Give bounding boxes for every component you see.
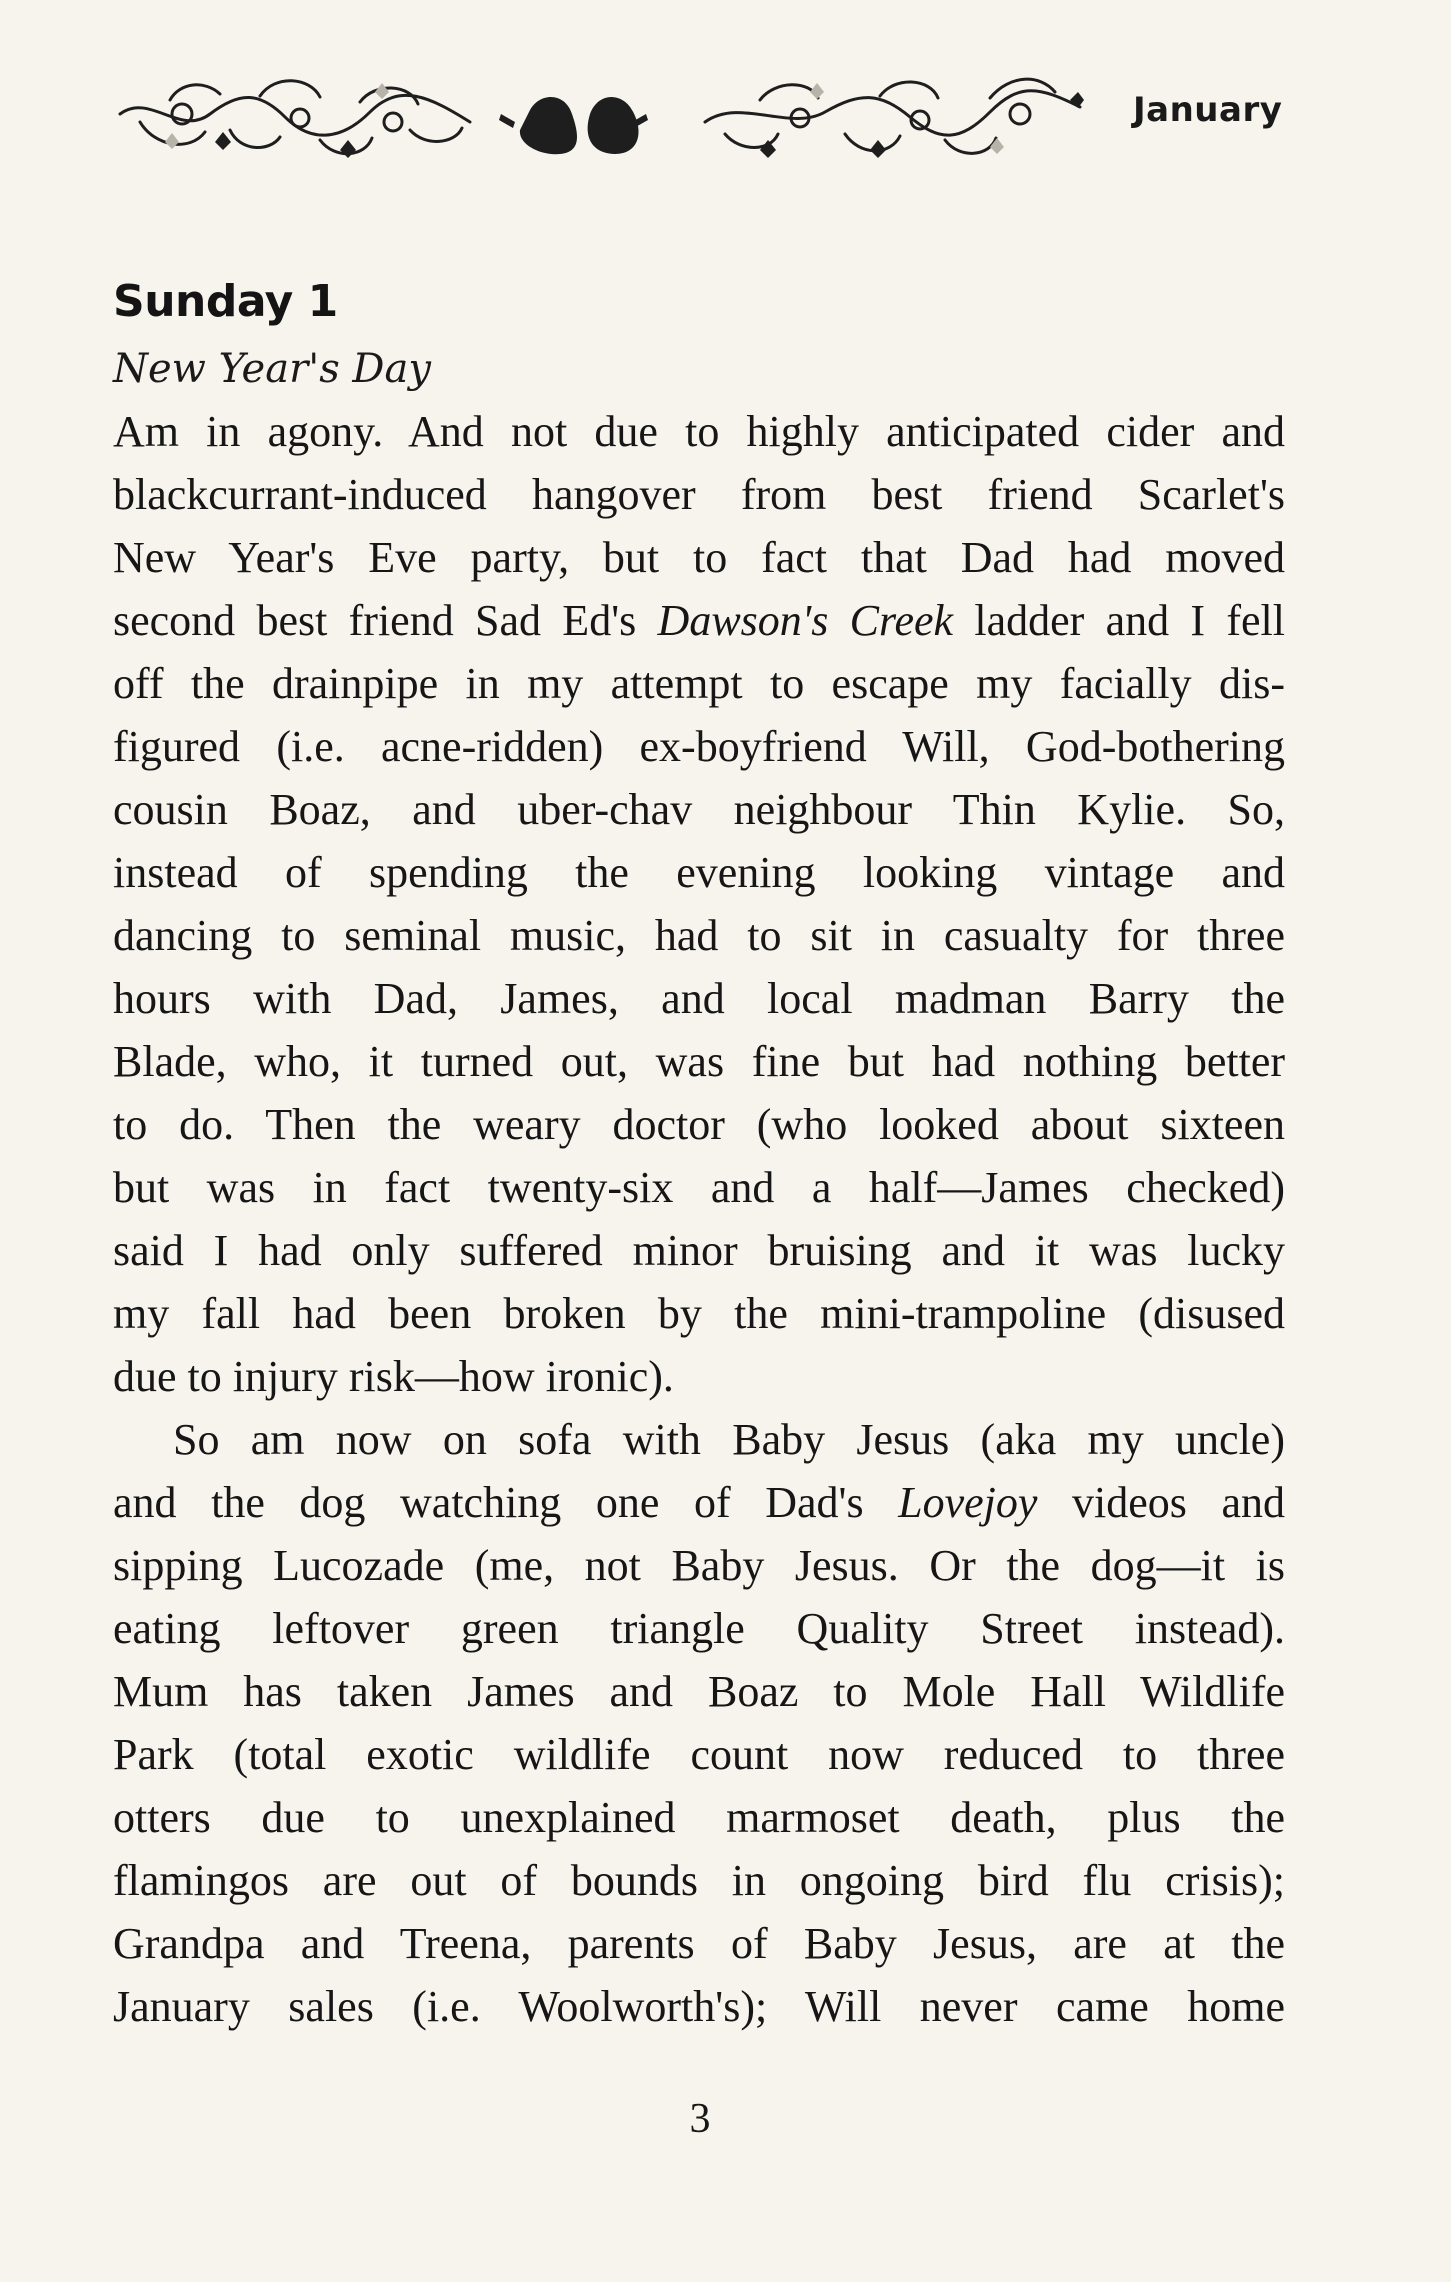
running-head: January [1133,90,1283,130]
body-line [113,1408,1285,1471]
body-line [113,1282,1285,1345]
body-text-run: but was in fact twenty-six and a half—James checked) [113,1163,1285,1212]
body-text-run: otters due to unexplained marmoset death, plus the [113,1793,1285,1842]
body-line [113,1093,1285,1156]
body-text-run: hours with Dad, James, and local madman Barry the [113,974,1285,1023]
body-text-run: eating leftover green triangle Quality Street instead). [113,1604,1285,1653]
body-line [113,1849,1285,1912]
body-line [113,1912,1285,1975]
body-line [113,1219,1285,1282]
body-text-run: second best friend Sad Ed's [113,596,658,645]
body-text-run: instead of spending the evening looking vintage and [113,848,1285,897]
page-number: 3 [689,2096,711,2142]
body-text-run: figured (i.e. acne-ridden) ex-boyfriend Will, God-bothering [113,722,1285,771]
body-line [113,715,1285,778]
body-line [113,400,1285,463]
body-text-run: videos and [1037,1478,1285,1527]
body-text-run: Grandpa and Treena, parents of Baby Jesus, are at the [113,1919,1285,1968]
body-line [113,1975,1285,2038]
page-header [110,52,1330,172]
entry-body [113,400,1285,2038]
body-text-run: cousin Boaz, and uber-chav neighbour Thin Kylie. So, [113,785,1285,834]
italic-title: Dawson's Creek [657,596,954,645]
body-text-run: ladder and I fell [953,596,1286,645]
italic-title: Lovejoy [898,1478,1038,1527]
body-text-run: New Year's Eve party, but to fact that Dad had moved [113,533,1285,582]
body-line [113,1660,1285,1723]
body-text-run: dancing to seminal music, had to sit in casualty for three [113,911,1285,960]
body-text-run: Park (total exotic wildlife count now reduced to three [113,1730,1285,1779]
body-text-run: due to injury risk—how ironic). [113,1352,674,1401]
body-line [113,904,1285,967]
body-text-run: So am now on sofa with Baby Jesus (aka my uncle) [173,1415,1285,1464]
body-text-run: and the dog watching one of Dad's [113,1478,899,1527]
body-text-run: flamingos are out of bounds in ongoing bird flu crisis); [113,1856,1285,1905]
body-line [113,967,1285,1030]
body-text-run: my fall had been broken by the mini-trampoline (disused [113,1289,1285,1338]
body-line [113,1597,1285,1660]
body-text-run: sipping Lucozade (me, not Baby Jesus. Or the dog—it is [113,1541,1285,1590]
body-line [113,526,1285,589]
body-line [113,1156,1285,1219]
body-text-run: off the drainpipe in my attempt to escape my facially dis- [113,659,1285,708]
body-text-run: blackcurrant-induced hangover from best friend Scarlet's [113,470,1285,519]
body-text-run: Mum has taken James and Boaz to Mole Hall Wildlife [113,1667,1285,1716]
vine-ornament-icon [110,52,1090,172]
body-line [113,1345,1285,1408]
body-text-run: to do. Then the weary doctor (who looked about sixteen [113,1100,1285,1149]
body-text-run: January sales (i.e. Woolworth's); Will never came home [113,1982,1285,2031]
body-line [113,778,1285,841]
body-line [113,1534,1285,1597]
body-line [113,1030,1285,1093]
entry-heading: Sunday 1 [113,276,338,327]
body-text-run: Am in agony. And not due to highly anticipated cider and [113,407,1285,456]
body-line [113,1786,1285,1849]
body-text-run: Blade, who, it turned out, was fine but had nothing better [113,1037,1285,1086]
entry-subtitle: New Year's Day [113,346,431,392]
body-line [113,841,1285,904]
body-line [113,1471,1285,1534]
body-text-run: said I had only suffered minor bruising and it was lucky [113,1226,1285,1275]
body-line [113,463,1285,526]
body-line [113,1723,1285,1786]
body-line [113,652,1285,715]
body-line [113,589,1285,652]
